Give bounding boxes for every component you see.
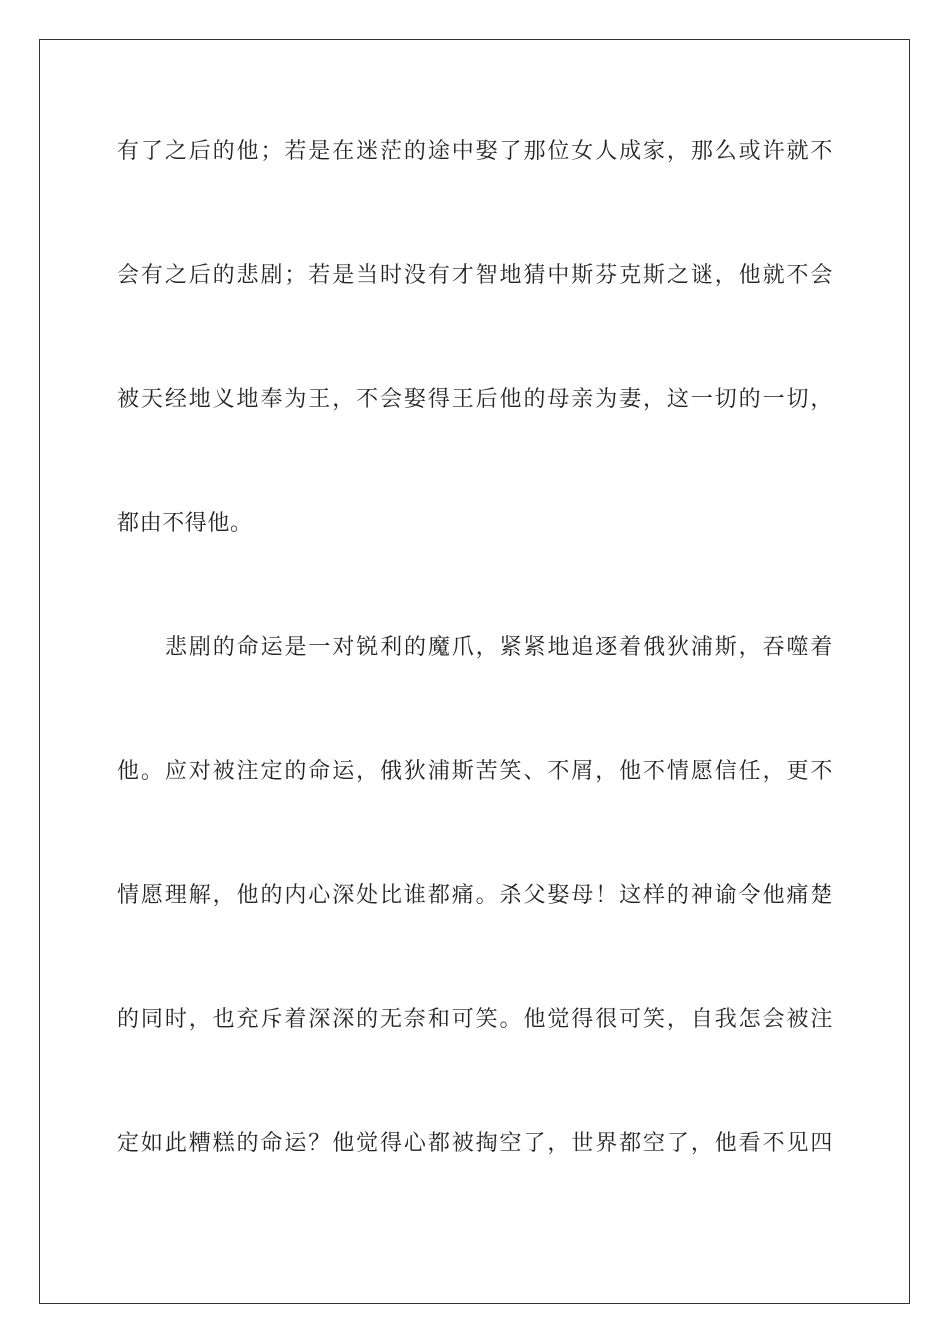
text-line-3: 被天经地义地奉为王，不会娶得王后他的母亲为妻，这一切的一切， <box>117 387 833 412</box>
paragraph-first-line: 悲剧的命运是一对锐利的魔爪，紧紧地追逐着俄狄浦斯，吞噬着 <box>165 635 833 660</box>
text-line-6: 他。应对被注定的命运，俄狄浦斯苦笑、不屑，他不情愿信任，更不 <box>117 759 833 784</box>
text-line-8: 的同时，也充斥着深深的无奈和可笑。他觉得很可笑，自我怎会被注 <box>117 1007 833 1032</box>
text-line-1: 有了之后的他；若是在迷茫的途中娶了那位女人成家，那么或许就不 <box>117 139 833 164</box>
text-line-4: 都由不得他。 <box>117 511 253 536</box>
text-line-9: 定如此糟糕的命运？他觉得心都被掏空了，世界都空了，他看不见四 <box>117 1131 833 1156</box>
text-line-2: 会有之后的悲剧；若是当时没有才智地猜中斯芬克斯之谜，他就不会 <box>117 263 833 288</box>
text-line-7: 情愿理解，他的内心深处比谁都痛。杀父娶母！这样的神谕令他痛楚 <box>117 883 833 908</box>
page-border <box>39 39 910 1304</box>
